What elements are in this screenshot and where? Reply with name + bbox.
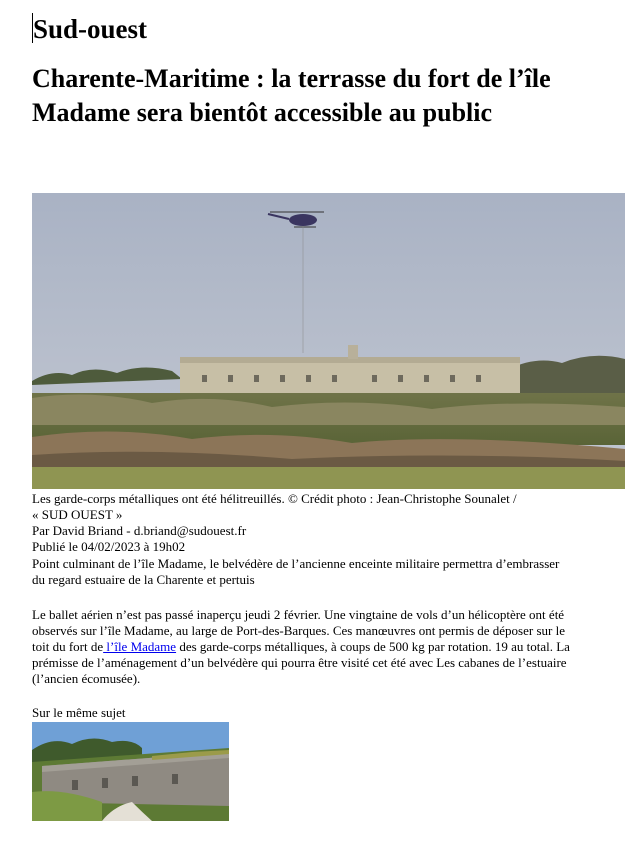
hero-caption: [32, 491, 612, 523]
body-text: Le ballet aérien n’est pas passé inaperçu jeudi 2 février. Une vingtaine de vols d’un hélicoptère ont été observés sur l’île Madame, au large de Port-des-Barques. Ces manœuvres ont permis de déposer sur le toit du fort de: [32, 607, 565, 654]
related-heading: Sur le même sujet: [32, 705, 126, 720]
article-body: [32, 607, 577, 687]
article-lede: Point culminant de l’île Madame, le belvédère de l’ancienne enceinte militaire permettra d’embrasser du regard estuaire de la Charente et pertuis: [32, 556, 560, 587]
article-headline: Charente-Maritime : la terrasse du fort de l’île Madame sera bientôt accessible au public: [32, 64, 551, 127]
author-email-link[interactable]: d.briand@sudouest.fr: [133, 523, 247, 538]
publish-date: Publié le 04/02/2023 à 19h02: [32, 539, 186, 554]
body-text: des garde-corps métalliques, à coups de 500 kg par rotation. 19 au total. La prémisse de l’aménagement d’un belvédère qui pourra être visité cet été avec Les cabanes de l’estuaire (l’ancien écomusée).: [32, 639, 570, 686]
hero-photo: [32, 193, 625, 489]
site-title: Sud-ouest: [33, 14, 148, 44]
hero-caption-line: Les garde-corps métalliques ont été hélitreuillés. © Crédit photo : Jean-Christophe Sounalet /: [32, 491, 517, 506]
related-article-thumbnail[interactable]: [32, 722, 229, 821]
hero-caption-line: « SUD OUEST »: [32, 507, 123, 522]
byline-author: Par David Briand -: [32, 523, 134, 538]
ile-madame-link[interactable]: l’île Madame: [103, 639, 177, 654]
byline: [32, 523, 612, 539]
